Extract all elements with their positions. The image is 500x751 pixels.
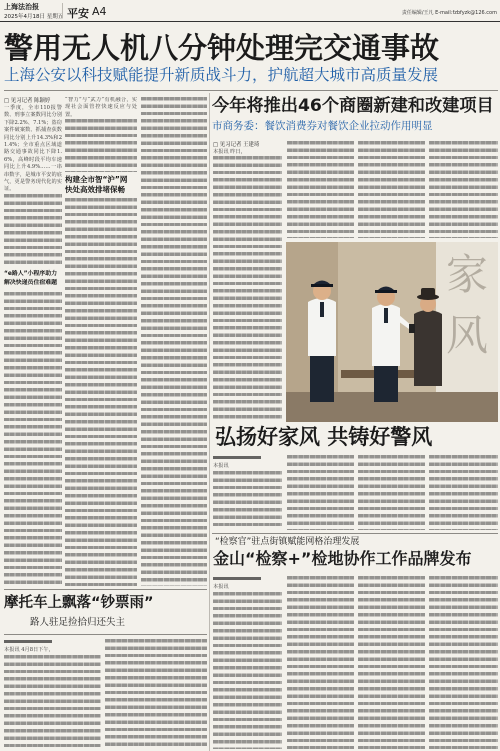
commerce-story-column-1: [213, 141, 282, 422]
jinshan-story-kicker: “检察官”驻点街镇赋能网格治理发展: [215, 537, 360, 547]
officer-cap-brim: [311, 284, 333, 287]
officer-tie: [384, 308, 388, 323]
headline-rule: [4, 90, 498, 91]
section-head-1: [4, 270, 62, 288]
issue-date: 2025年4月18日 星期五: [4, 14, 64, 20]
body-text-lines: [287, 576, 354, 749]
officer-cap-brim: [375, 290, 397, 293]
body-text-lines: [4, 292, 62, 586]
lead-story-column-1: [4, 97, 62, 267]
body-text-lines: [105, 639, 207, 749]
body-text-lines: [213, 471, 282, 530]
commerce-story-headline: 今年将推出46个商圈新建和改建项目: [212, 96, 494, 116]
newspaper-logo: 上海法治报: [4, 3, 39, 11]
photo-caption: 弘扬好家风 共铸好警风: [215, 425, 433, 449]
body-text-lines: [358, 455, 425, 530]
officer-tie: [320, 302, 324, 317]
section-head-1-line: “e路人”小程序助力: [4, 271, 57, 277]
lead-story-headline: 警用无人机八分钟处理完交通事故: [4, 31, 440, 65]
byline-text-lines: [4, 640, 52, 643]
body-text-lines: [287, 141, 354, 238]
cash-story-subheadline: 路人驻足捡拾归还失主: [30, 617, 126, 628]
cash-story-lead: 本报讯 4月8日下午，: [4, 647, 54, 654]
masthead-rule: [0, 21, 500, 22]
resident-jacket: [414, 310, 442, 386]
editor-line: 责任编辑/王凡 E-mail:fzbfyzk@126.com: [401, 10, 497, 16]
resident-hat: [421, 288, 435, 297]
masthead-divider: [62, 3, 63, 18]
phone-icon: [409, 324, 415, 333]
lead-story-byline: □ 见习记者 陈颖婷: [4, 98, 51, 104]
page-number: A4: [92, 5, 107, 18]
section-name: 平安: [67, 7, 89, 20]
lead-story-subheadline: 上海公安以科技赋能提升新质战斗力，护航超大城市高质量发展: [4, 66, 439, 84]
body-text-lines: [429, 455, 498, 530]
photo-story-lead: 本报讯: [213, 463, 229, 470]
commerce-story-byline: □ 见习记者 王建琦: [213, 142, 260, 148]
body-text-lines: [65, 198, 137, 586]
body-text-lines: [141, 97, 207, 586]
body-text-lines: [4, 655, 101, 749]
body-text-lines: [287, 455, 354, 530]
article-rule: [4, 589, 207, 590]
section-head-1-line: 解决快递员住宿难题: [4, 280, 58, 286]
cash-story-headline: 摩托车上飘落“钞票雨”: [4, 595, 154, 611]
section-divider: [209, 93, 210, 751]
lead-story-col2-lead: “智力”与“武力”有机融合，实现社会面管控快速反应与处置。: [65, 97, 137, 118]
officer-trousers: [310, 356, 334, 402]
cash-story-column-1: [4, 639, 101, 749]
section-head-2-line: 快处高效排堵保畅: [65, 185, 125, 194]
jinshan-story-headline: 金山“检察+”检地协作工作品牌发布: [213, 549, 472, 568]
jinshan-story-column-1: [213, 576, 282, 749]
body-text-lines: [429, 576, 498, 749]
body-text-lines: [429, 141, 498, 238]
jinshan-story-lead: 本报讯: [213, 584, 229, 591]
lead-story-lead: 一季度，全市110报警数、刑事立案数同比分别下降2.2%、7.1%；盗窃案件破案数、抓捕查获数同比分别上升14.3%和21.4%；全市重点区域道路交通事故同比下降1.6%，高峰时段平均车速同比上升4.9%……一串串数字，是城市平安的底气，更是警务现代化的实证。: [4, 105, 62, 193]
lead-story-column-2: [65, 97, 137, 172]
calligraphy-character: 家: [445, 250, 489, 299]
officer-trousers: [374, 366, 398, 402]
section-head-2: [65, 175, 137, 195]
commerce-story-subheadline: 市商务委：餐饮消费券对餐饮企业拉动作用明显: [212, 120, 433, 132]
body-text-lines: [213, 156, 282, 422]
body-text-lines: [4, 194, 62, 267]
body-text-lines: [65, 119, 137, 172]
section-head-2-line: 构建全市智“沪”网: [65, 175, 128, 184]
article-rule: [212, 533, 498, 534]
news-photo: [286, 242, 498, 422]
calligraphy-character: 风: [445, 311, 489, 360]
body-text-lines: [213, 592, 282, 749]
photo-story-column-1: [213, 455, 282, 530]
byline-text-lines: [213, 456, 261, 459]
body-text-lines: [358, 141, 425, 238]
article-rule: [4, 634, 207, 635]
body-text-lines: [358, 576, 425, 749]
byline-text-lines: [213, 577, 261, 580]
commerce-story-lead: 本报讯 昨日，: [213, 149, 246, 155]
